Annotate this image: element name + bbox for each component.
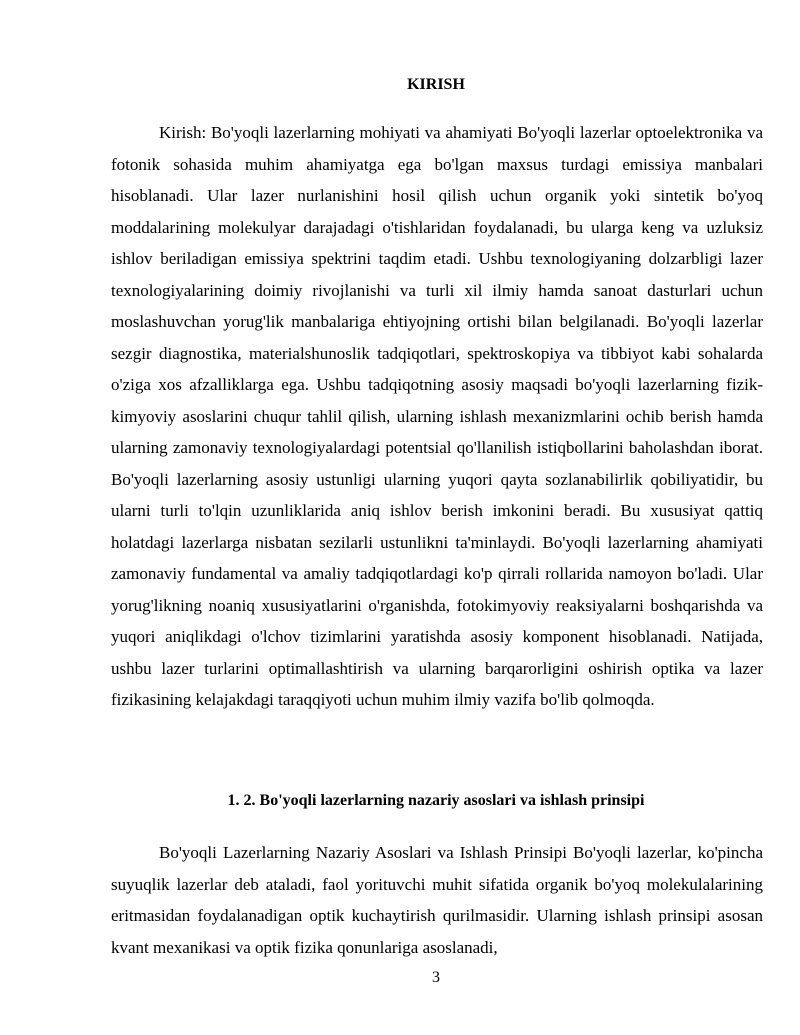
- section-heading: 1. 2. Bo'yoqli lazerlarning nazariy asoslari va ishlash prinsipi: [227, 792, 645, 809]
- page-number: 3: [432, 969, 440, 986]
- theory-paragraph: Bo'yoqli Lazerlarning Nazariy Asoslari va Ishlash Prinsipi Bo'yoqli lazerlar, ko'pincha suyuqlik lazerlar deb ataladi, faol yorituvchi muhit sifatida organik bo'yoq molekulalarining eritmasidan foydalanadigan optik kuchaytirish qurilmasidir. Ularning ishlash prinsipi asosan kvant mexanikasi va optik fizika qonunlariga asoslanadi,: [111, 843, 763, 957]
- intro-paragraph: Kirish: Bo'yoqli lazerlarning mohiyati va ahamiyati Bo'yoqli lazerlar optoelektronika va fotonik sohasida muhim ahamiyatga ega bo'lgan maxsus turdagi emissiya manbalari hisoblanadi. Ular lazer nurlanishini hosil qilish uchun organik yoki sintetik bo'yoq moddalarining molekulyar darajadagi o'tishlaridan foydalanadi, bu ularga keng va uzluksiz ishlov beriladigan emissiya spektrini taqdim etadi. Ushbu texnologiyaning dolzarbligi lazer texnologiyalarining doimiy rivojlanishi va turli xil ilmiy hamda sanoat dasturlari uchun moslashuvchan yorug'lik manbalariga ehtiyojning ortishi bilan belgilanadi. Bo'yoqli lazerlar sezgir diagnostika, materialshunoslik tadqiqotlari, spektroskopiya va tibbiyot kabi sohalarda o'ziga xos afzalliklarga ega. Ushbu tadqiqotning asosiy maqsadi bo'yoqli lazerlarning fizik-kimyoviy asoslarini chuqur tahlil qilish, ularning ishlash mexanizmlarini ochib berish hamda ularning zamonaviy texnologiyalardagi potentsial qo'llanilish istiqbollarini baholashdan iborat. Bo'yoqli lazerlarning asosiy ustunligi ularning yuqori qayta sozlanabilirlik qobiliyatidir, bu ularni turli to'lqin uzunliklarida aniq ishlov berish imkonini beradi. Bu xususiyat qattiq holatdagi lazerlarga nisbatan sezilarli ustunlikni ta'minlaydi. Bo'yoqli lazerlarning ahamiyati zamonaviy fundamental va amaliy tadqiqotlardagi ko'p qirrali rollarida namoyon bo'ladi. Ular yorug'likning noaniq xususiyatlarini o'rganishda, fotokimyoviy reaksiyalarni boshqarishda va yuqori aniqlikdagi o'lchov tizimlarini yaratishda asosiy komponent hisoblanadi. Natijada, ushbu lazer turlarini optimallashtirish va ularning barqarorligini oshirish optika va lazer fizikasining kelajakdagi taraqqiyoti uchun muhim ilmiy vazifa bo'lib qolmoqda.: [111, 123, 763, 709]
- intro-section: [111, 117, 763, 716]
- chapter-heading: KIRISH: [407, 76, 465, 93]
- theory-section: [111, 837, 763, 963]
